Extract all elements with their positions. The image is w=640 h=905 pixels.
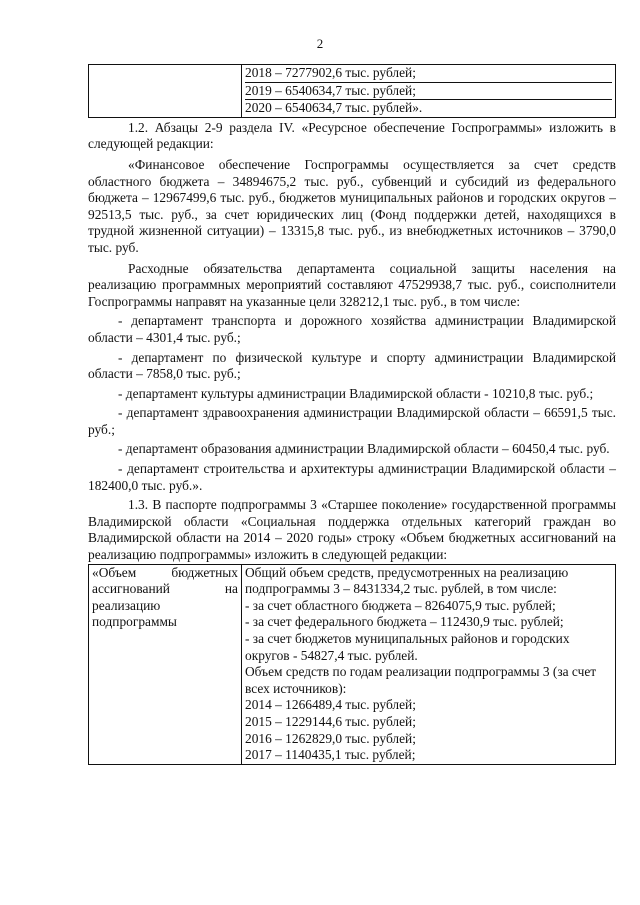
table-cell-left [89, 65, 242, 118]
table-line: 2020 – 6540634,7 тыс. рублей». [245, 100, 423, 116]
list-item: - департамент строительства и архитектуры администрации Владимирской области – 182400,0 тыс. руб.». [88, 461, 616, 493]
table-row [89, 564, 616, 764]
table-cell-right [242, 564, 616, 764]
list-item: - департамент здравоохранения администрации Владимирской области – 66591,5 тыс. руб.; [88, 405, 616, 437]
table-line: - за счет областного бюджета – 8264075,9 тыс. рублей; [245, 597, 556, 613]
paragraph-financing: «Финансовое обеспечение Госпрограммы осуществляется за счет средств областного бюджета – 34894675,2 тыс. руб., субвенций и субсидий из федерального бюджета – 12967499,6 тыс. руб., бюджетов муниципальных районов и городских округов – 92513,5 тыс. руб., за счет юридических лиц (Фонд поддержки детей, находящихся в трудной жизненной ситуации) – 13315,8 тыс. руб., из внебюджетных источников – 3790,0 тыс. руб. [88, 156, 616, 255]
table-line: - за счет федерального бюджета – 112430,9 тыс. рублей; [245, 614, 564, 630]
list-item: - департамент образования администрации Владимирской области – 60450,4 тыс. руб. [118, 441, 610, 457]
list-item: - департамент культуры администрации Владимирской области - 10210,8 тыс. руб.; [118, 385, 594, 401]
table-line: - за счет бюджетов муниципальных районов и городских округов - 54827,4 тыс. рублей. [245, 631, 570, 663]
table-line: 2016 – 1262829,0 тыс. рублей; [245, 730, 416, 746]
list-item: - департамент транспорта и дорожного хозяйства администрации Владимирской области – 4301,4 тыс. руб.; [88, 313, 616, 345]
funding-table-top [88, 64, 616, 118]
funding-table-bottom [88, 564, 616, 765]
page-number: 2 [316, 36, 324, 51]
paragraph-1-3: 1.3. В паспорте подпрограммы 3 «Старшее поколение» государственной программы Владимирской области «Социальная поддержка отдельных категорий граждан во Владимирской области на 2014 – 2020 годы» строку «Объем бюджетных ассигнований на реализацию подпрограммы» изложить в следующей редакции: [88, 497, 616, 563]
table-cell-right [242, 65, 616, 118]
list-item: - департамент по физической культуре и спорту администрации Владимирской области – 7858,0 тыс. руб.; [88, 349, 616, 382]
table-line: 2015 – 1229144,6 тыс. рублей; [245, 713, 416, 729]
table-line: Общий объем средств, предусмотренных на реализацию подпрограммы 3 – 8431334,2 тыс. рублей, в том числе: [245, 564, 569, 597]
table-row [89, 65, 616, 118]
table-cell-left [89, 564, 242, 764]
paragraph-1-2: 1.2. Абзацы 2-9 раздела IV. «Ресурсное обеспечение Госпрограммы» изложить в следующей редакции: [88, 119, 616, 152]
table-row-label: «Объем бюджетных ассигнований на реализацию подпрограммы [92, 564, 238, 630]
table-line: 2018 – 7277902,6 тыс. рублей; [245, 65, 612, 83]
document-body [88, 64, 616, 765]
paragraph-obligations: Расходные обязательства департамента социальной защиты населения на реализацию программных мероприятий составляют 47529938,7 тыс. руб., соисполнители Госпрограммы направят на указанные цели 328212,1 тыс. руб., в том числе: [88, 260, 616, 309]
co-executors-list [88, 313, 616, 494]
table-line: 2019 – 6540634,7 тыс. рублей; [245, 83, 612, 101]
table-line: 2014 – 1266489,4 тыс. рублей; [245, 697, 416, 713]
table-line: 2017 – 1140435,1 тыс. рублей; [245, 747, 416, 763]
table-line: Объем средств по годам реализации подпрограммы 3 (за счет всех источников): [245, 664, 597, 696]
